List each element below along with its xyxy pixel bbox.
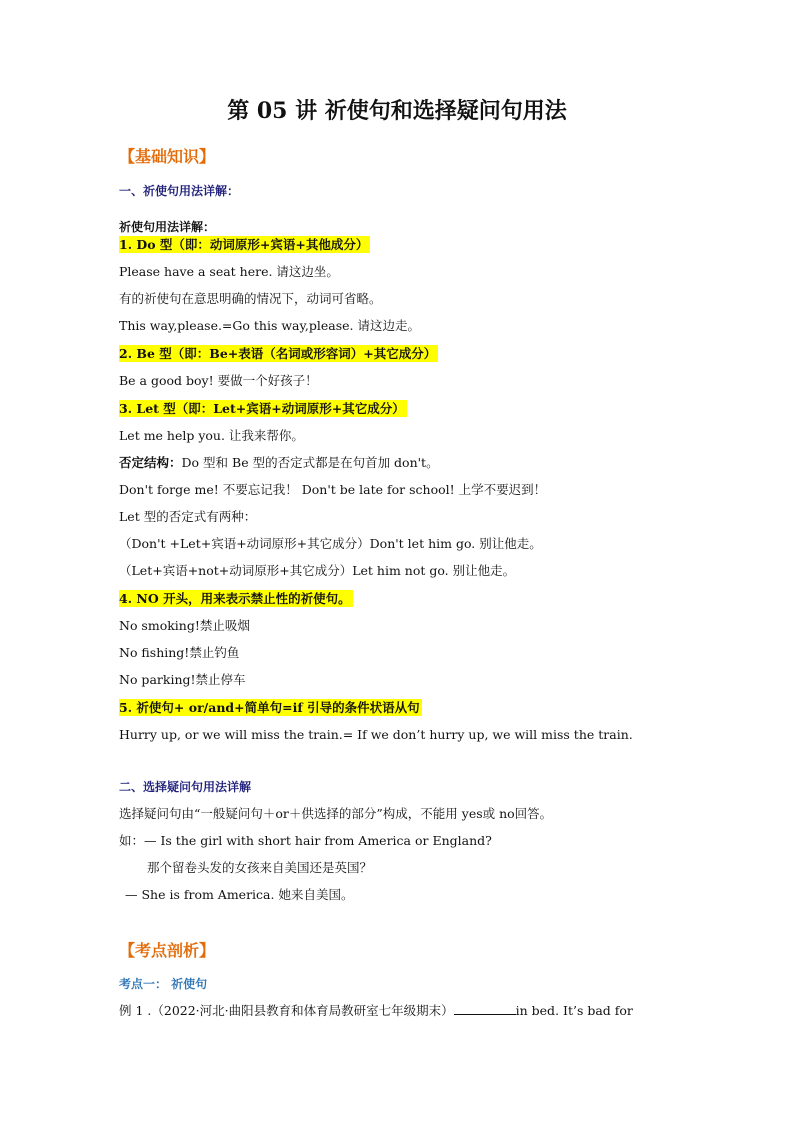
- part1-subheading: 祈使句用法详解：: [119, 220, 216, 234]
- example-suffix: in bed. It’s bad for: [515, 1003, 633, 1018]
- negative-text: Do 型和 Be 型的否定式都是在句首加 don't。: [181, 455, 439, 470]
- negative-label: 否定结构：: [119, 455, 182, 470]
- exam-point-heading: 考点一： 祈使句: [119, 977, 208, 991]
- let-type-heading: [119, 400, 407, 418]
- text-line: No fishing!禁止钓鱼: [119, 645, 240, 660]
- do-type-heading: [119, 236, 370, 254]
- text-line: Don't forge me! 不要忘记我！ Don't be late for school! 上学不要迟到！: [119, 482, 547, 497]
- page-title: 第 05 讲 祈使句和选择疑问句用法: [227, 98, 567, 124]
- highlight-no-type: 4. NO 开头，用来表示禁止性的祈使句。: [119, 591, 351, 606]
- negative-structure-line: [119, 454, 439, 472]
- text-line: No smoking!禁止吸烟: [119, 618, 250, 633]
- text-line: This way,please.=Go this way,please. 请这边走。: [119, 318, 420, 333]
- section-basics: 【基础知识】: [119, 147, 216, 166]
- be-type-heading: [119, 345, 438, 363]
- example-line: [119, 1002, 633, 1020]
- highlight-be-type: 2. Be 型（即：Be+表语（名词或形容词）+其它成分）: [119, 346, 437, 361]
- text-line: （Don't +Let+宾语+动词原形+其它成分）Don't let him go. 别让他走。: [119, 536, 542, 551]
- part1-heading: 一、祈使句用法详解：: [119, 184, 240, 198]
- text-line: Be a good boy! 要做一个好孩子！: [119, 373, 318, 388]
- answer-blank: [454, 1002, 516, 1015]
- text-line: Hurry up, or we will miss the train.= If we don’t hurry up, we will miss the train.: [119, 727, 633, 742]
- no-type-heading: [119, 590, 353, 608]
- example-prefix: 例 1 .（2022·河北·曲阳县教育和体育局教研室七年级期末）: [119, 1003, 454, 1018]
- text-line: 有的祈使句在意思明确的情况下，动词可省略。: [119, 291, 382, 306]
- section-analysis: 【考点剖析】: [119, 941, 216, 960]
- text-line: （Let+宾语+not+动词原形+其它成分）Let him not go. 别让他走。: [119, 563, 516, 578]
- highlight-cond-type: 5. 祈使句+ or/and+简单句=if 引导的条件状语从句: [119, 700, 420, 715]
- part2-heading: 二、选择疑问句用法详解: [119, 780, 252, 794]
- text-line: Let 型的否定式有两种：: [119, 509, 257, 524]
- text-line: 如：— Is the girl with short hair from America or England?: [119, 833, 492, 848]
- highlight-do-type: 1. Do 型（即：动词原形+宾语+其他成分）: [119, 237, 369, 252]
- text-line: Let me help you. 让我来帮你。: [119, 428, 304, 443]
- text-line: — She is from America. 她来自美国。: [125, 887, 354, 902]
- cond-type-heading: [119, 699, 422, 717]
- text-line: No parking!禁止停车: [119, 672, 246, 687]
- text-line: Please have a seat here. 请这边坐。: [119, 264, 339, 279]
- highlight-let-type: 3. Let 型（即：Let+宾语+动词原形+其它成分）: [119, 401, 405, 416]
- text-line: 那个留卷头发的女孩来自美国还是英国？: [147, 860, 373, 875]
- text-line: 选择疑问句由“一般疑问句＋or＋供选择的部分”构成，不能用 yes或 no回答。: [119, 806, 553, 821]
